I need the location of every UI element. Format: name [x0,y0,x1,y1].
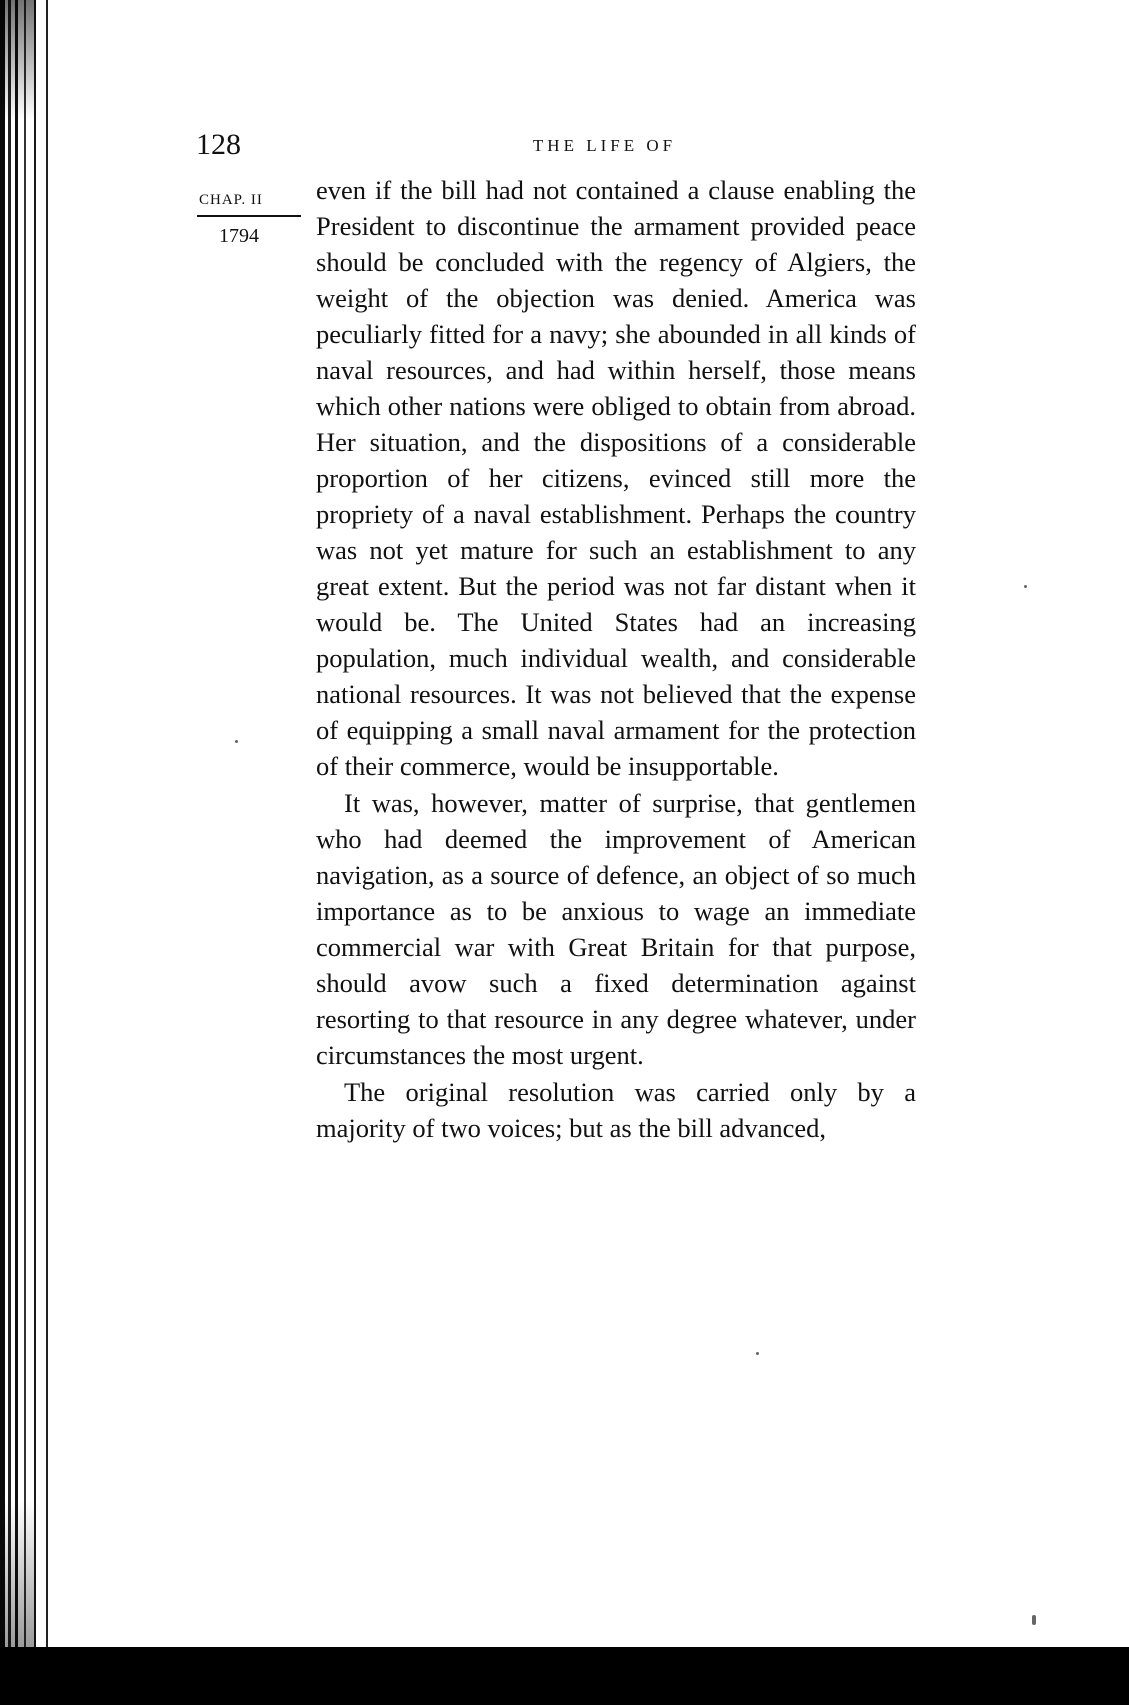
page-number: 128 [196,128,241,161]
running-title: THE LIFE OF [532,136,677,155]
body-text [316,172,916,1146]
gutter-shadow [0,0,36,1705]
chapter-label: CHAP. II [199,192,263,208]
year-label: 1794 [219,225,259,247]
scan-speck [756,1352,759,1355]
margin-note [199,192,301,248]
scan-speck [1032,1615,1036,1625]
scan-speck [235,740,238,743]
scan-speck [1024,585,1027,588]
paragraph-1: even if the bill had not contained a clause enabling the President to discontinue the armament provided peace should be concluded with the regency of Algiers, the weight of the objection was denied. America was peculiarly fitted for a navy; she abounded in all kinds of naval resources, and had within herself, those means which other nations were obliged to obtain from abroad. Her situation, and the dispositions of a considerable proportion of her citizens, evinced still more the propriety of a naval establishment. Perhaps the country was not yet mature for such an establishment to any great extent. But the period was not far distant when it would be. The United States had an increasing population, much individual wealth, and considerable national resources. It was not believed that the expense of equipping a small naval armament for the protection of their commerce, would be insupportable. [316,175,916,781]
scan-bottom-edge [0,1647,1129,1705]
margin-divider [197,215,301,217]
paragraph-2: It was, however, matter of surprise, that gentlemen who had deemed the improvement of American navigation, as a source of defence, an object of so much importance as to be anxious to wage an immediate commercial war with Great Britain for that purpose, should avow such a fixed determination against resorting to that resource in any degree whatever, under circumstances the most urgent. [316,788,916,1070]
paragraph-3: The original resolution was carried only by a majority of two voices; but as the bill advanced, [316,1077,916,1143]
